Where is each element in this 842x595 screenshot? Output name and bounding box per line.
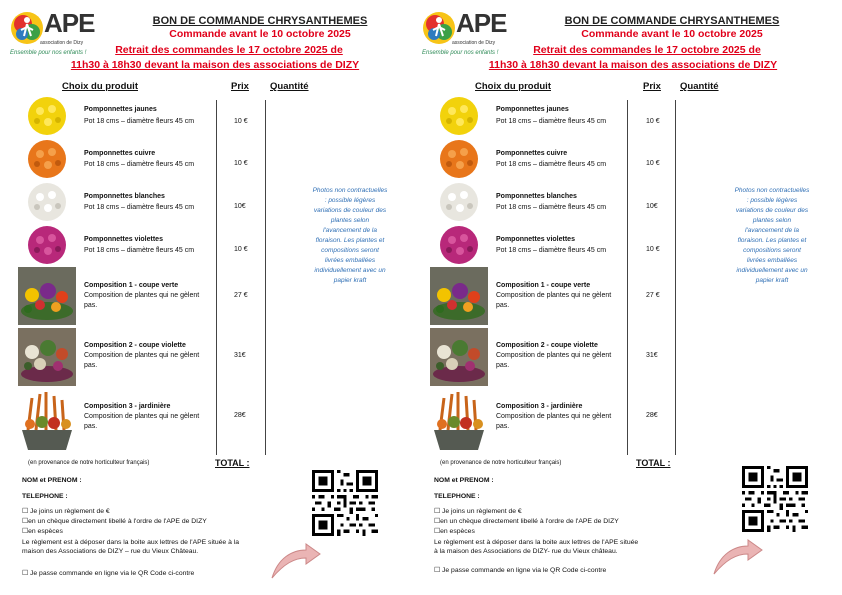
composition-planter-image: [430, 390, 488, 454]
product-price: 27 €: [646, 292, 660, 299]
cash-checkbox[interactable]: ☐en espèces: [434, 528, 475, 535]
product-name: Pomponnettes cuivre: [496, 150, 568, 157]
product-name: Composition 1 - coupe verte: [84, 282, 179, 289]
column-quantity: Quantité: [680, 81, 719, 92]
product-desc: Composition de plantes qui ne gèlent pas.: [496, 352, 612, 369]
product-price: 10 €: [646, 246, 660, 253]
product-name: Composition 3 - jardinière: [84, 403, 171, 410]
product-desc: Pot 18 cms – diamètre fleurs 45 cm: [84, 204, 195, 211]
product-row: [18, 390, 258, 454]
origin-note: (en provenance de notre horticulteur français): [28, 460, 150, 466]
composition-purple-bowl-image: [430, 328, 488, 386]
total-label: TOTAL :: [636, 458, 671, 468]
logo-text: APE: [44, 8, 95, 38]
deposit-note-line-2: maison des Associations de DIZY – rue du Vieux Château.: [22, 548, 199, 555]
product-desc: Pot 18 cms – diamètre fleurs 45 cm: [84, 161, 195, 168]
deposit-note-line-1: Le règlement est à déposer dans la boite aux lettres de l'APE située: [434, 539, 639, 546]
product-desc: Pot 18 cms – diamètre fleurs 45 cm: [84, 118, 195, 125]
composition-green-bowl-image: [18, 267, 76, 325]
product-row: [430, 139, 670, 181]
product-desc: Pot 18 cms – diamètre fleurs 45 cm: [84, 247, 195, 254]
product-row: [18, 96, 258, 138]
product-price: 28€: [234, 412, 246, 419]
product-name: Composition 3 - jardinière: [496, 403, 583, 410]
ape-logo-icon: [422, 10, 456, 50]
cash-checkbox[interactable]: ☐en espèces: [22, 528, 63, 535]
payment-checkbox[interactable]: ☐ Je joins un règlement de €: [22, 508, 110, 515]
total-label: TOTAL :: [215, 458, 250, 468]
name-field-label: NOM et PRENOM :: [434, 477, 494, 484]
product-name: Pomponnettes violettes: [84, 236, 163, 243]
product-price: 31€: [646, 352, 658, 359]
order-deadline: Commande avant le 10 octobre 2025: [581, 28, 763, 40]
product-row: [430, 96, 670, 138]
product-desc: Pot 18 cms – diamètre fleurs 45 cm: [496, 247, 607, 254]
column-choice: Choix du produit: [475, 81, 551, 92]
qr-code[interactable]: [742, 466, 808, 532]
copper-chrysanthemum-image: [18, 139, 76, 181]
product-desc: Composition de plantes qui ne gèlent pas.: [496, 292, 612, 309]
product-price: 10 €: [234, 160, 248, 167]
deposit-note-line-2: à la maison des Associations de DIZY- rue du Vieux château.: [434, 548, 618, 555]
white-chrysanthemum-image: [18, 182, 76, 224]
product-price: 27 €: [234, 292, 248, 299]
ape-logo: [422, 8, 532, 66]
online-order-checkbox[interactable]: ☐ Je passe commande en ligne via le QR Code ci-contre: [22, 570, 195, 577]
photo-disclaimer: Photos non contractuelles : possible légères variations de couleur des plantes selon l'avancement de la floraison. Les plantes et compositions seront livrées emballées individuellement avec un papier kraft: [734, 187, 810, 284]
product-row: [18, 267, 258, 325]
product-price: 10€: [646, 203, 658, 210]
purple-chrysanthemum-image: [430, 225, 488, 267]
order-deadline: Commande avant le 10 octobre 2025: [169, 28, 351, 40]
logo-subtitle: association de Dizy: [40, 40, 84, 46]
product-name: Pomponnettes blanches: [496, 193, 577, 200]
cheque-checkbox[interactable]: ☐en un chèque directement libellé à l'ordre de l'APE de DIZY: [434, 518, 619, 525]
composition-green-bowl-image: [430, 267, 488, 325]
name-field-label: NOM et PRENOM :: [22, 477, 82, 484]
form-title: BON DE COMMANDE CHRYSANTHEMES: [564, 15, 780, 27]
product-name: Pomponnettes cuivre: [84, 150, 156, 157]
logo-slogan: Ensemble pour nos enfants !: [10, 50, 87, 56]
ape-logo-icon: [10, 10, 44, 50]
product-row: [430, 328, 670, 386]
product-price: 10€: [234, 203, 246, 210]
column-price: Prix: [643, 81, 661, 92]
divider-line: [265, 100, 266, 455]
product-row: [430, 267, 670, 325]
white-chrysanthemum-image: [430, 182, 488, 224]
product-name: Pomponnettes jaunes: [496, 106, 569, 113]
cheque-checkbox[interactable]: ☐en un chèque directement libellé à l'ordre de l'APE de DIZY: [22, 518, 207, 525]
product-price: 10 €: [234, 118, 248, 125]
product-desc: Pot 18 cms – diamètre fleurs 45 cm: [496, 161, 607, 168]
product-name: Pomponnettes violettes: [496, 236, 575, 243]
payment-checkbox[interactable]: ☐ Je joins un règlement de €: [434, 508, 522, 515]
product-name: Composition 1 - coupe verte: [496, 282, 591, 289]
composition-planter-image: [18, 390, 76, 454]
product-desc: Composition de plantes qui ne gèlent pas.: [84, 352, 200, 369]
product-name: Composition 2 - coupe violette: [84, 342, 186, 349]
product-row: [18, 139, 258, 181]
purple-chrysanthemum-image: [18, 225, 76, 267]
product-row: [430, 182, 670, 224]
pickup-line-2: 11h30 à 18h30 devant la maison des associations de DIZY: [488, 59, 778, 71]
product-desc: Composition de plantes qui ne gèlent pas.: [84, 292, 200, 309]
phone-field-label: TELEPHONE :: [434, 493, 480, 500]
product-desc: Pot 18 cms – diamètre fleurs 45 cm: [496, 118, 607, 125]
product-desc: Composition de plantes qui ne gèlent pas.: [496, 413, 612, 430]
photo-disclaimer: Photos non contractuelles : possible légères variations de couleur des plantes selon l'avancement de la floraison. Les plantes et compositions seront livrées emballées individuellement avec un papier kraft: [312, 187, 388, 284]
product-price: 10 €: [234, 246, 248, 253]
composition-purple-bowl-image: [18, 328, 76, 386]
product-price: 31€: [234, 352, 246, 359]
yellow-chrysanthemum-image: [18, 96, 76, 138]
product-name: Composition 2 - coupe violette: [496, 342, 598, 349]
product-row: [430, 390, 670, 454]
copper-chrysanthemum-image: [430, 139, 488, 181]
form-title: BON DE COMMANDE CHRYSANTHEMES: [152, 15, 368, 27]
ape-logo: [10, 8, 120, 66]
product-row: [18, 328, 258, 386]
qr-code[interactable]: [312, 470, 378, 536]
product-row: [18, 225, 258, 267]
product-row: [18, 182, 258, 224]
divider-line: [675, 100, 676, 455]
logo-subtitle: association de Dizy: [452, 40, 496, 46]
product-price: 28€: [646, 412, 658, 419]
column-choice: Choix du produit: [62, 81, 138, 92]
online-order-checkbox[interactable]: ☐ Je passe commande en ligne via le QR Code ci-contre: [434, 567, 607, 574]
logo-slogan: Ensemble pour nos enfants !: [422, 50, 499, 56]
product-desc: Pot 18 cms – diamètre fleurs 45 cm: [496, 204, 607, 211]
logo-text: APE: [456, 8, 507, 38]
product-name: Pomponnettes jaunes: [84, 106, 157, 113]
product-price: 10 €: [646, 160, 660, 167]
product-row: [430, 225, 670, 267]
pickup-line-2: 11h30 à 18h30 devant la maison des associations de DIZY: [70, 59, 360, 71]
product-name: Pomponnettes blanches: [84, 193, 165, 200]
arrow-icon: [710, 536, 764, 576]
deposit-note-line-1: Le règlement est à déposer dans la boite aux lettres de l'APE située à la: [22, 539, 240, 546]
column-quantity: Quantité: [270, 81, 309, 92]
product-price: 10 €: [646, 118, 660, 125]
origin-note: (en provenance de notre horticulteur français): [440, 460, 562, 466]
product-desc: Composition de plantes qui ne gèlent pas.: [84, 413, 200, 430]
order-form-left: [0, 0, 410, 595]
pickup-line-1: Retrait des commandes le 17 octobre 2025 de: [533, 44, 761, 56]
pickup-line-1: Retrait des commandes le 17 octobre 2025 de: [115, 44, 343, 56]
order-form-right: [412, 0, 822, 595]
yellow-chrysanthemum-image: [430, 96, 488, 138]
arrow-icon: [268, 540, 322, 580]
phone-field-label: TELEPHONE :: [22, 493, 68, 500]
column-price: Prix: [231, 81, 249, 92]
